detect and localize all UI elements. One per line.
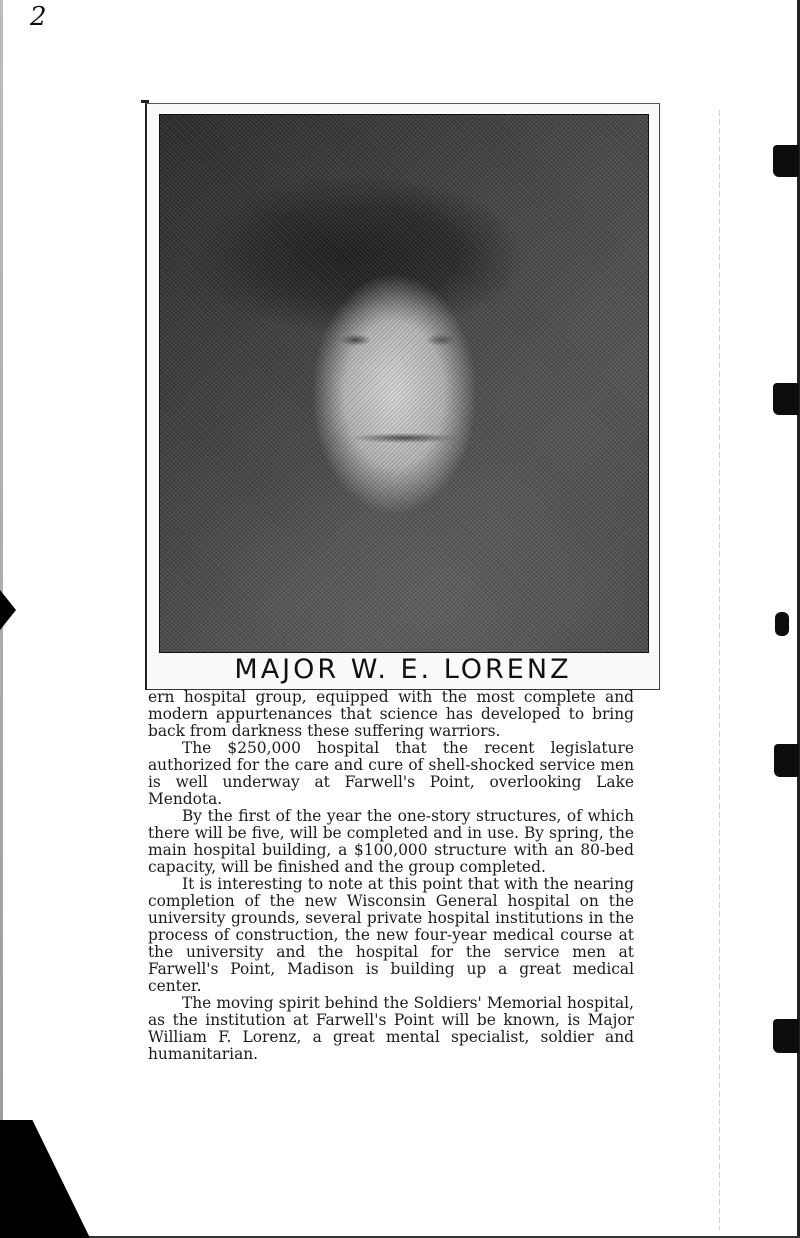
scan-shadow [0, 1120, 90, 1238]
article-paragraph: ern hospital group, equipped with the most complete and modern appurtenances that science has developed to bring back from darkness these suffering warriors. [148, 688, 634, 740]
binding-tab [774, 744, 799, 777]
article-paragraph: The moving spirit behind the Soldiers' Memorial hospital, as the institution at Farwell's Point will be known, is Major William F. Lorenz, a great mental specialist, soldier and humanitarian. [148, 994, 634, 1063]
halftone-texture [160, 115, 648, 652]
portrait-photo [159, 114, 649, 653]
page-number: 2 [30, 2, 47, 32]
binding-arrow-icon [0, 590, 16, 630]
binding-tab [775, 612, 789, 636]
binding-tab [773, 383, 799, 415]
photo-clipping [145, 103, 660, 690]
scan-margin-line [719, 110, 720, 1230]
photo-caption: MAJOR W. E. LORENZ [234, 654, 572, 685]
article-paragraph: By the first of the year the one-story structures, of which there will be five, will be completed and in use. By spring, the main hospital building, a $100,000 structure with an 80-bed capacity, will be finished and the group completed. [148, 807, 634, 876]
binding-tab [773, 145, 799, 177]
article-paragraph: It is interesting to note at this point that with the nearing completion of the new Wisconsin General hospital on the university grounds, several private hospital institutions in the process of construction, the new four-year medical course at the university and the hospital for the service men at Farwell's Point, Madison is building up a great medical center. [148, 875, 634, 995]
article-body [148, 689, 634, 1063]
article-paragraph: The $250,000 hospital that the recent legislature authorized for the care and cure of shell-shocked service men is well underway at Farwell's Point, overlooking Lake Mendota. [148, 739, 634, 808]
binding-tab [773, 1019, 799, 1053]
